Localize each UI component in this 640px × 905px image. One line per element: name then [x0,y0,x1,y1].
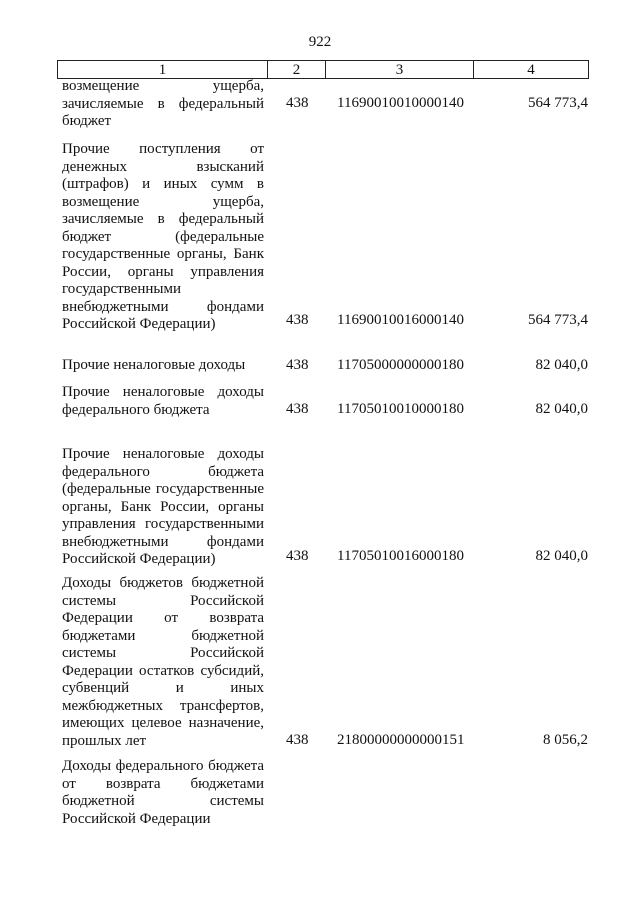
row-description: Прочие поступления от денежных взысканий (штрафов) и иных сумм в возмещение ущерба, зачисляемые в федеральный бюджет (федеральные государственные органы, Банк России, органы управления государственными внебюджетными фондами Российской Федерации) [62,141,264,332]
row-code: 438 [286,357,309,373]
row-description: Доходы федерального бюджета от возврата бюджетами бюджетной системы Российской Федерации [62,758,264,827]
column-header-4: 4 [527,62,535,78]
row-kbk: 11705010016000180 [337,548,464,564]
row-kbk: 11690010016000140 [337,312,464,328]
row-kbk: 21800000000000151 [337,732,465,748]
row-code: 438 [286,312,309,328]
row-amount: 564 773,4 [528,95,588,111]
row-amount: 82 040,0 [535,401,588,417]
row-kbk: 11690010010000140 [337,95,464,111]
column-header-2: 2 [268,61,326,78]
page-number: 922 [308,34,332,50]
row-code: 438 [286,548,309,564]
column-header-3: 3 [326,61,474,78]
row-amount: 8 056,2 [543,732,588,748]
row-code: 438 [286,95,309,111]
row-description: Прочие неналоговые доходы федерального бюджета (федеральные государственные органы, Банк России, органы управления государственными внебюджетными фондами Российской Федерации) [62,446,264,567]
row-description: возмещение ущерба, зачисляемые в федеральный бюджет [62,78,264,129]
row-description: Прочие неналоговые доходы федерального бюджета [62,384,264,418]
row-code: 438 [286,401,309,417]
row-amount: 82 040,0 [535,548,588,564]
row-amount: 564 773,4 [528,312,588,328]
row-kbk: 11705010010000180 [337,401,464,417]
column-header-1: 1 [58,61,268,78]
row-description: Прочие неналоговые доходы [62,357,246,373]
row-amount: 82 040,0 [535,357,588,373]
table-header [57,60,589,79]
row-code: 438 [286,732,309,748]
row-kbk: 11705000000000180 [337,357,464,373]
row-description: Доходы бюджетов бюджетной системы Российской Федерации от возврата бюджетами бюджетной системы Российской Федерации остатков субсидий, субвенций и иных межбюджетных трансфертов, имеющих целевое назначение, прошлых лет [62,575,264,749]
